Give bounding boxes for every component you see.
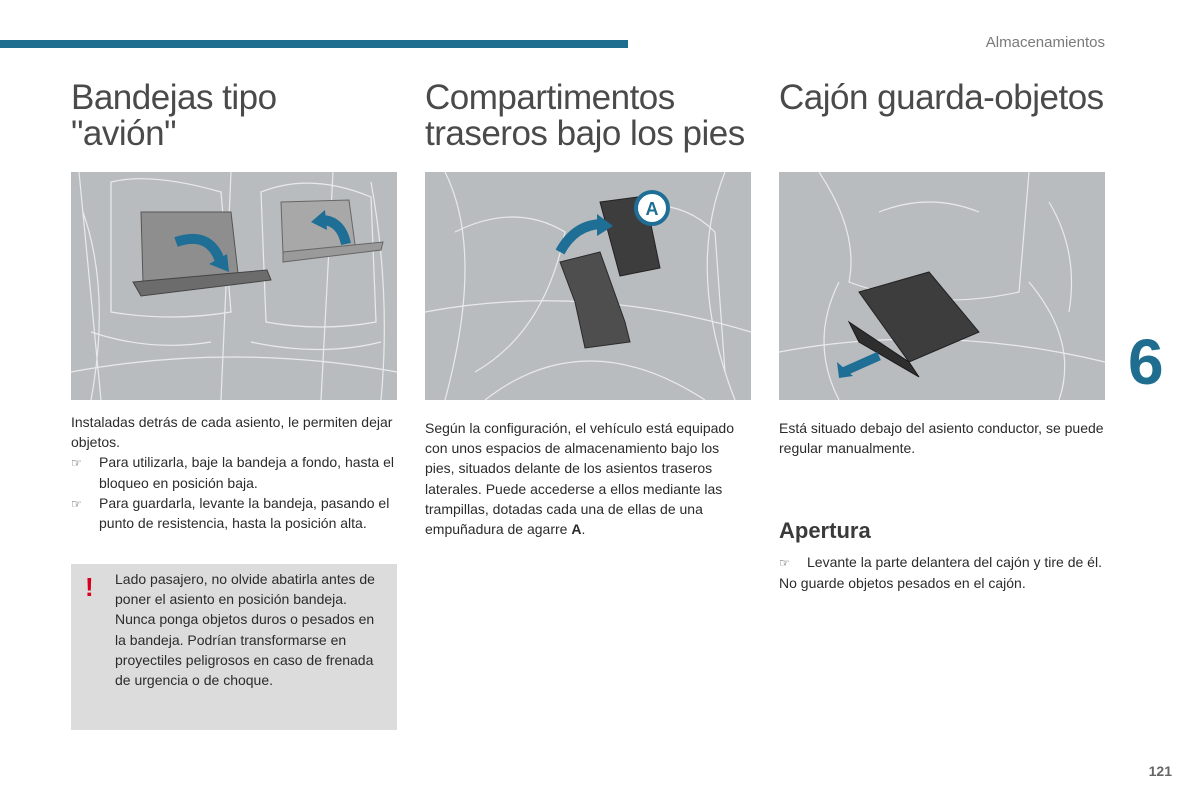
floor-compartment-illustration xyxy=(425,172,751,400)
section-name: Almacenamientos xyxy=(985,34,1105,51)
chapter-number: 6 xyxy=(1128,326,1164,398)
list-item: ☞ Para guardarla, levante la bandeja, pasando el punto de resistencia, hasta la posición alta. xyxy=(71,493,397,533)
pointing-hand-icon: ☞ xyxy=(71,496,82,511)
warning-icon: ! xyxy=(85,572,94,602)
drawer-illustration xyxy=(779,172,1105,400)
drawer-text: Está situado debajo del asiento conductor, se puede regular manualmente. xyxy=(779,420,1104,457)
warning-box: ! Lado pasajero, no olvide abatirla antes de poner el asiento en posición bandeja. Nunca ponga objetos duros o pesados en la bandeja. Podrían transformarse en proyectiles peligrosos en caso de frenada de urgencia o de choque. xyxy=(71,564,397,730)
opening-text: ☞ Levante la parte delantera del cajón y tire de él. No guarde objetos pesados en el cajón. xyxy=(779,552,1105,593)
column-rear-compartments xyxy=(425,78,751,538)
title-rear-compartments: Compartimentos traseros bajo los pies xyxy=(425,78,745,153)
open-arrow-icon xyxy=(560,224,603,252)
title-storage-drawer: Cajón guarda-objetos xyxy=(779,78,1104,117)
callout-a-label: A xyxy=(645,199,659,219)
pointing-hand-icon: ☞ xyxy=(779,556,790,570)
pull-arrow-icon xyxy=(843,356,879,372)
list-item: ☞ Para utilizarla, baje la bandeja a fondo, hasta el bloqueo en posición baja. xyxy=(71,452,397,492)
tray-table-illustration xyxy=(71,172,397,400)
tray-back-left xyxy=(141,212,239,282)
compartment-text: Según la configuración, el vehículo está equipado con unos espacios de almacenamiento bajo los pies, situados delante de los asientos traseros laterales. Puede accederse a ellos mediante las trampillas, dotadas cada una de ellas de una empuñadura de agarre A. xyxy=(425,420,734,538)
column-tray-tables xyxy=(71,78,397,689)
list-item: ☞ Levante la parte delantera del cajón y tire de él. xyxy=(779,552,1105,573)
tray-text: Instaladas detrás de cada asiento, le permiten dejar objetos. ☞ Para utilizarla, baje la bandeja a fondo, hasta el bloqueo en posición baja. ☞ Para guardarla, levante la bandeja, pasando el punto de resistencia, hasta la posición alta. xyxy=(71,412,397,533)
pointing-hand-icon: ☞ xyxy=(71,456,82,471)
subheading-opening: Apertura xyxy=(779,518,871,543)
page-number: 121 xyxy=(1148,763,1172,779)
header-rule xyxy=(0,40,628,48)
title-tray-tables: Bandejas tipo "avión" xyxy=(71,78,277,153)
column-storage-drawer xyxy=(779,78,1105,592)
